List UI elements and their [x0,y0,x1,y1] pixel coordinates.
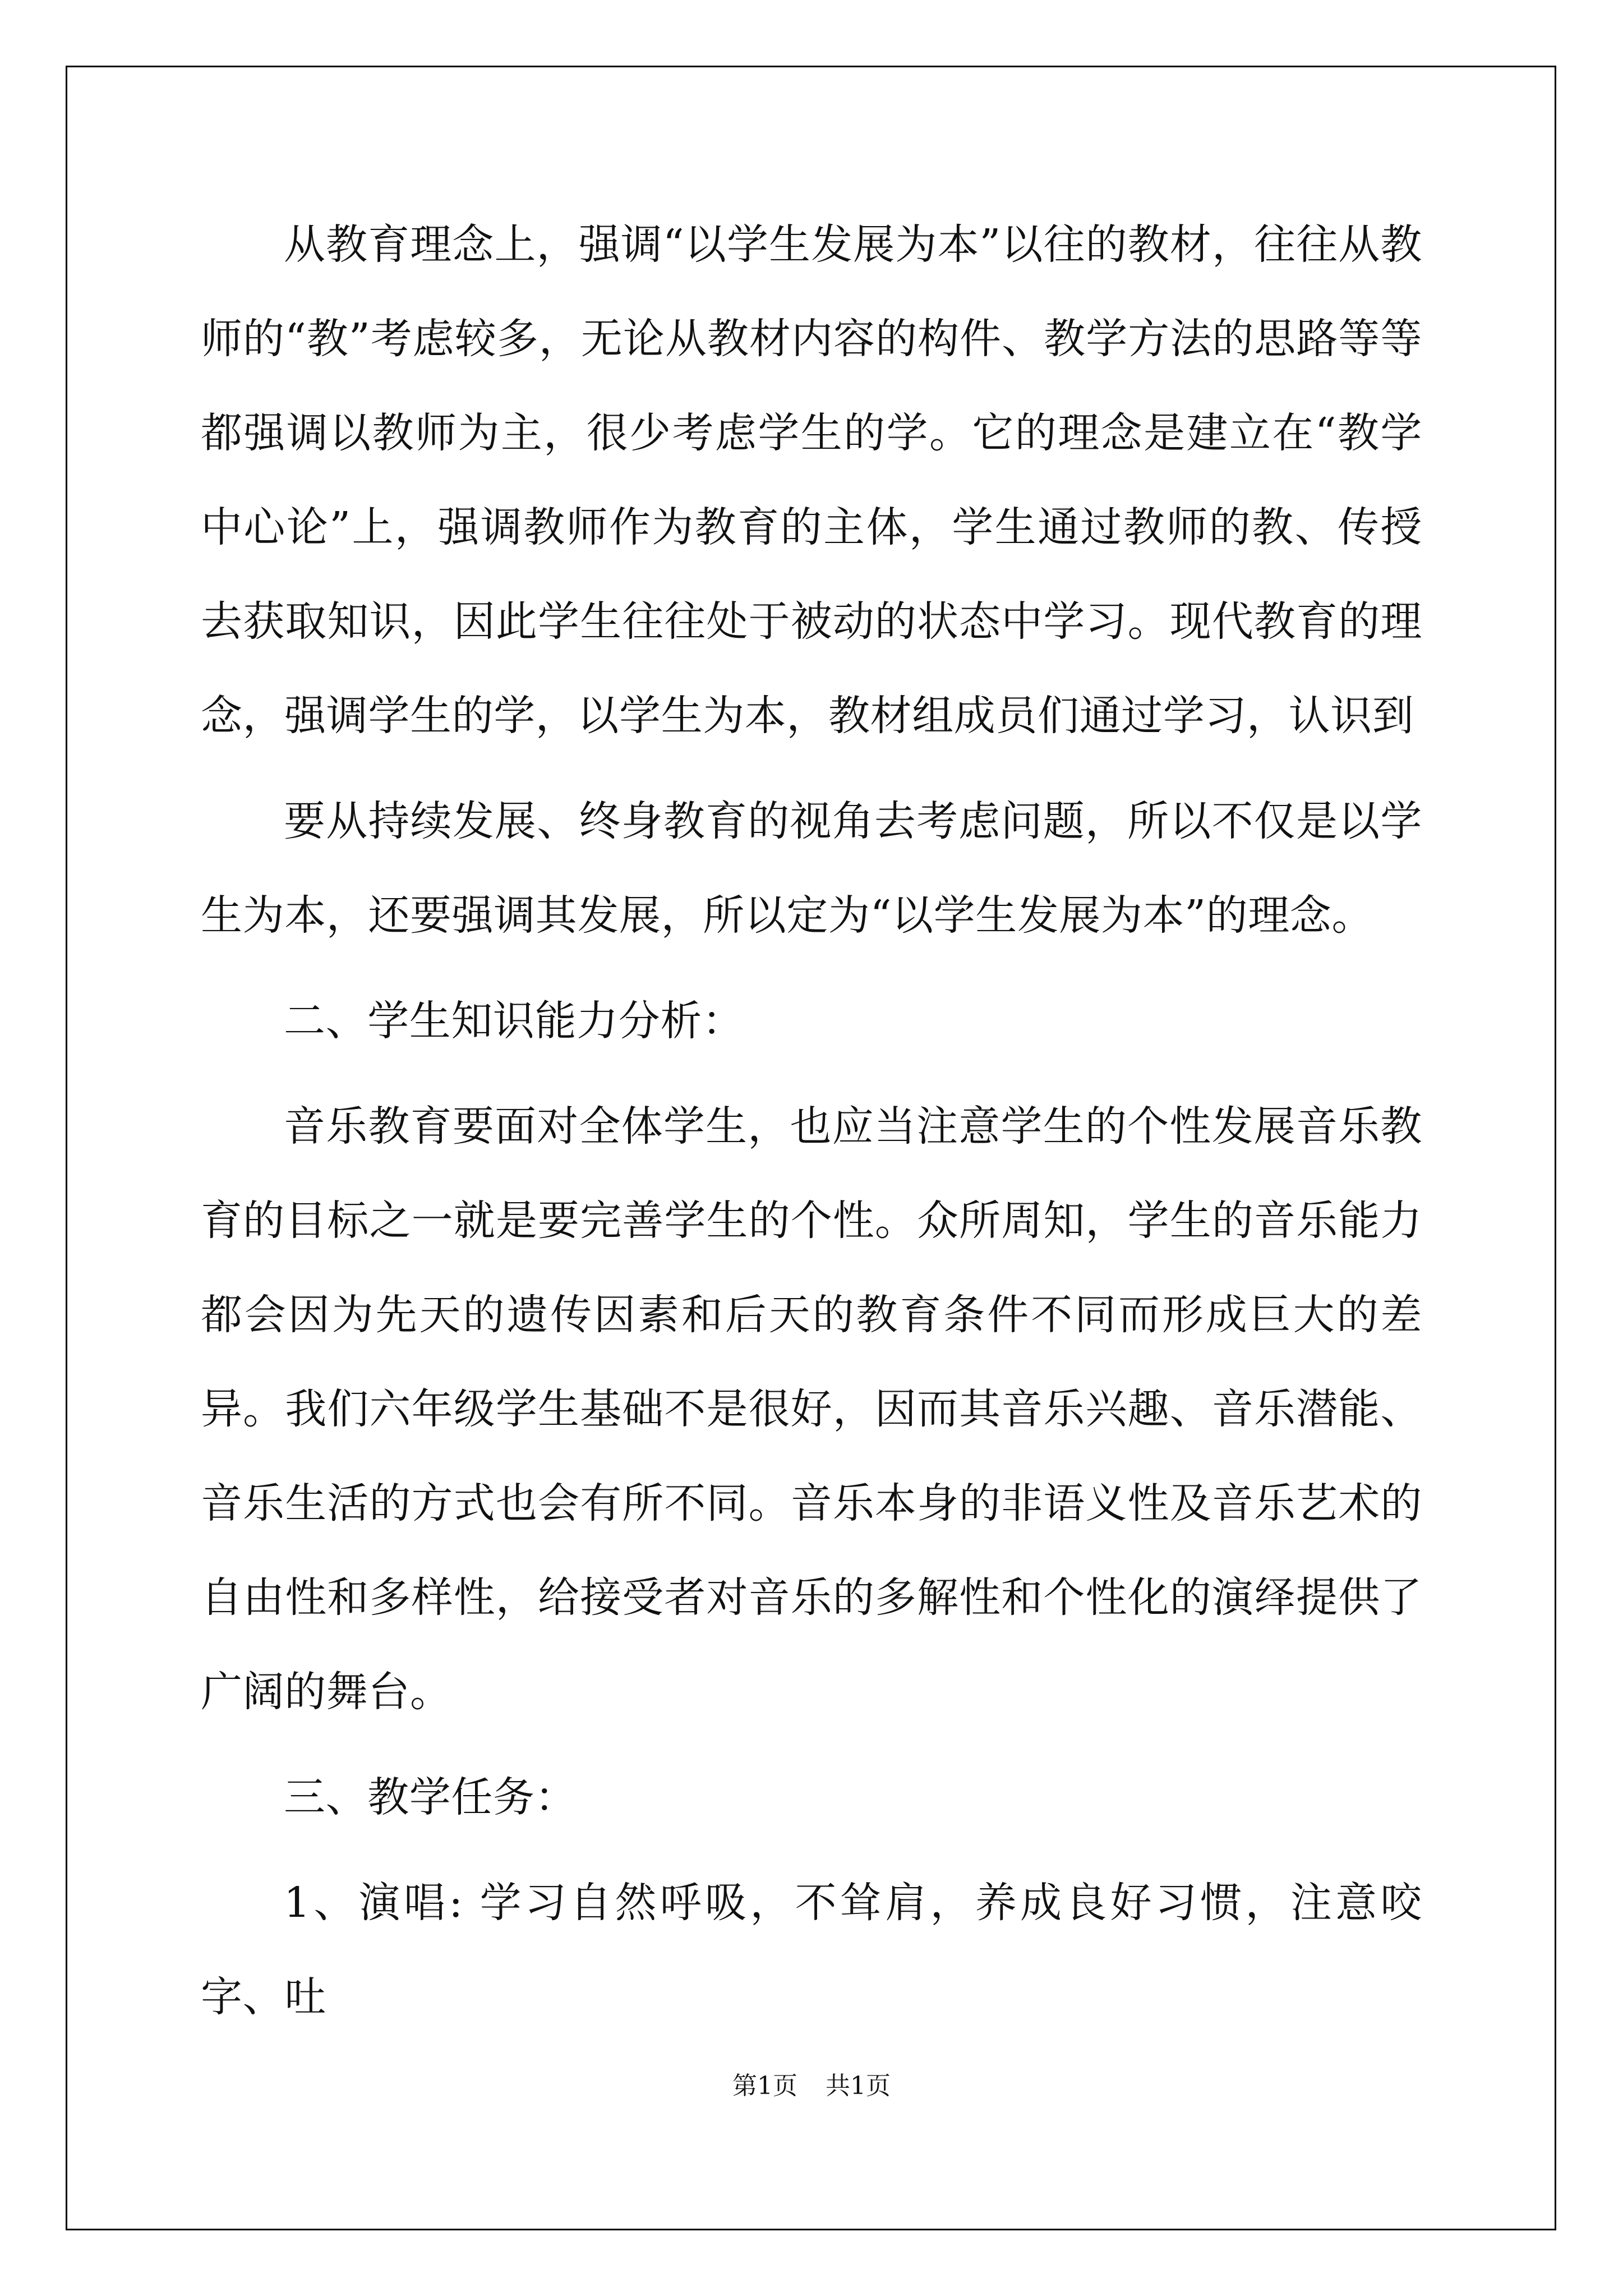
document-body [201,197,1422,2044]
section-heading-student-analysis: 二、学生知识能力分析： [284,997,744,1045]
section-heading-teaching-tasks: 三、教学任务： [284,1773,577,1821]
paragraph-education-philosophy: 从教育理念上，强调“以学生发展为本”以往的教材，往往从教师的“教”考虑较多，无论从教材内容的构件、教学方法的思路等等都强调以教师为主，很少考虑学生的学。它的理念是建立在“教学中心论”上，强调教师作为教育的主体，学生通过教师的教、传授去获取知识，因此学生往往处于被动的状态中学习。现代教育的理念，强调学生的学，以学生为本，教材组成员们通过学习，认识到 [201,220,1422,740]
paragraph-singing-task: 1、演唱: 学习自然呼吸，不耸肩，养成良好习惯，注意咬字、吐 [201,1879,1422,2021]
paragraph-music-education: 音乐教育要面对全体学生，也应当注意学生的个性发展音乐教育的目标之一就是要完善学生的个性。众所周知，学生的音乐能力都会因为先天的遗传因素和后天的教育条件不同而形成巨大的差异。我们六年级学生基础不是很好，因而其音乐兴趣、音乐潜能、音乐生活的方式也会有所不同。音乐本身的非语义性及音乐艺术的自由性和多样性，给接受者对音乐的多解性和个性化的演绎提供了广阔的舞台。 [201,1102,1422,1716]
page-number: 第1页 [732,2072,797,2100]
page-footer [0,2065,1623,2101]
page-total: 共1页 [826,2072,891,2100]
paragraph-sustainable-development: 要从持续发展、终身教育的视角去考虑问题，所以不仅是以学生为本，还要强调其发展，所以定为“以学生发展为本”的理念。 [201,797,1422,940]
